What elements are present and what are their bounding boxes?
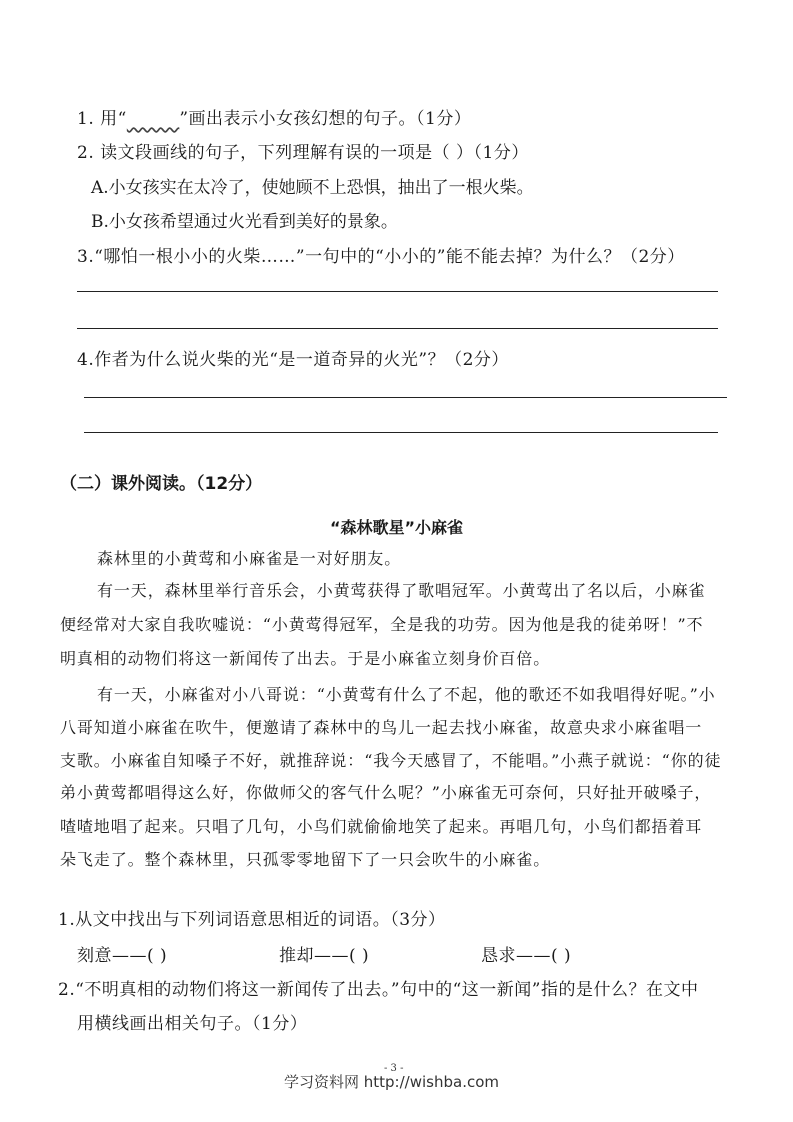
question-1-suffix: ”画出表示小女孩幻想的句子。（1分） [179,109,472,129]
part2-question-2: 2.“不明真相的动物们将这一新闻传了出去。”句中的“这一新闻”指的是什么？在文中 [58,980,699,1000]
passage-line: 弟小黄莺都唱得这么好，你做师父的客气什么呢？”小麻雀无可奈何，只好扯开破嗓子， [60,783,712,802]
question-3: 3.“哪怕一根小小的火柴……”一句中的“小小的”能不能去掉？为什么？（2分） [77,247,685,267]
question-1-prefix: 1. 用“ [77,109,127,129]
part2-question-1: 1.从文中找出与下列词语意思相近的词语。（3分） [58,910,446,930]
answer-line [84,432,718,433]
page-number: - 3 - [384,1063,404,1074]
wavy-line-mark: ～～～ [126,109,180,129]
question-1 [77,104,471,129]
answer-line [84,397,727,398]
passage-line: 喳喳地唱了起来。只唱了几句，小鸟们就偷偷地笑了起来。再唱几句，小鸟们都捂着耳 [60,817,703,836]
passage-line: 便经常对大家自我吹嘘说：“小黄莺得冠军，全是我的功劳。因为他是我的徒弟呀！”不 [60,615,704,634]
word-item: 刻意——( ) [77,946,168,966]
passage-title: “森林歌星”小麻雀 [330,518,464,537]
answer-line [77,291,718,292]
question-2: 2. 读文段画线的句子，下列理解有误的一项是（ ）（1分） [77,143,529,163]
part2-question-2-continued: 用横线画出相关句子。（1分） [77,1014,308,1034]
passage-line: 朵飞走了。整个森林里，只孤零零地留下了一只会吹牛的小麻雀。 [60,850,551,869]
passage-line: 有一天，森林里举行音乐会，小黄莺获得了歌唱冠军。小黄莺出了名以后，小麻雀 [97,581,706,600]
question-2-option-a: A.小女孩实在太冷了，使她顾不上恐惧，抽出了一根火柴。 [91,178,534,198]
section-heading: （二）课外阅读。（12分） [60,474,263,494]
word-item: 恳求——( ) [481,946,572,966]
passage-line: 支歌。小麻雀自知嗓子不好，就推辞说：“我今天感冒了，不能唱。”小燕子就说：“你的徒 [60,751,722,770]
passage-line: 八哥知道小麻雀在吹牛，便邀请了森林中的鸟儿一起去找小麻雀，故意央求小麻雀唱一 [60,718,703,737]
answer-line [77,328,718,329]
question-2-option-b: B.小女孩希望通过火光看到美好的景象。 [91,212,398,232]
question-4: 4.作者为什么说火柴的光“是一道奇异的火光”？（2分） [77,350,509,370]
watermark-text: 学习资料网 http://wishba.com [284,1073,499,1091]
word-item: 推却——( ) [279,946,370,966]
passage-line: 明真相的动物们将这一新闻传了出去。于是小麻雀立刻身价百倍。 [60,649,551,668]
passage-line: 森林里的小黄莺和小麻雀是一对好朋友。 [97,549,402,568]
passage-line: 有一天，小麻雀对小八哥说：“小黄莺有什么了不起，他的歌还不如我唱得好呢。”小 [97,685,716,704]
